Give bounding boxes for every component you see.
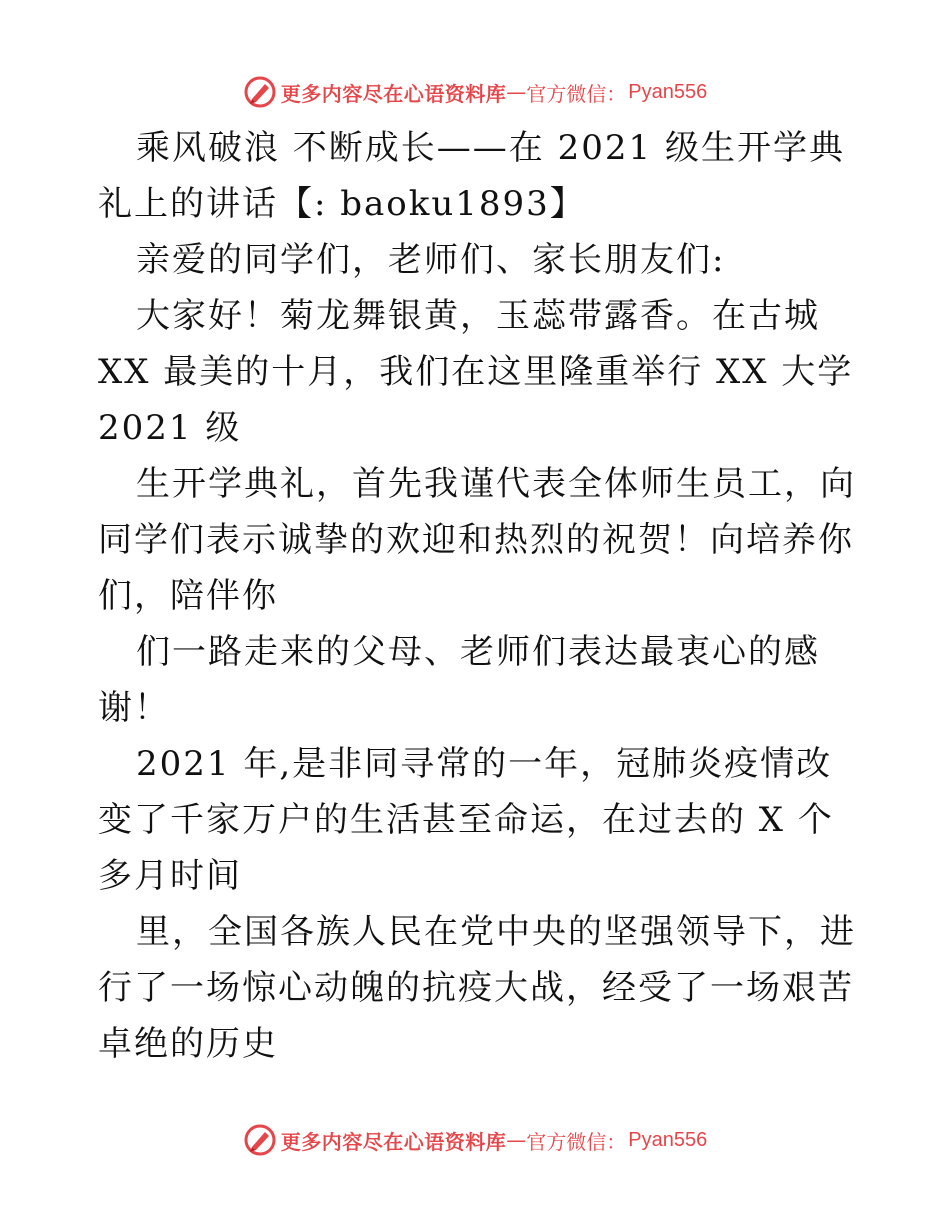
watermark-wechat-id: Pyan556 (628, 1128, 708, 1151)
document-title: 乘风破浪 不断成长——在 2021 级生开学典礼上的讲话【: baoku1893】 (98, 128, 845, 224)
salutation: 亲爱的同学们，老师们、家长朋友们: (136, 240, 726, 280)
footer-watermark (0, 1120, 950, 1160)
paragraph-4: 2021 年,是非同寻常的一年，冠肺炎疫情改变了千家万户的生活甚至命运，在过去的 X 个多月时间 (98, 744, 834, 896)
watermark-wechat-label: 官方微信： (526, 1129, 627, 1154)
watermark-separator: — (506, 80, 527, 104)
header-watermark (0, 72, 950, 112)
paragraph-5: 里，全国各族人民在党中央的坚强领导下，进行了一场惊心动魄的抗疫大战，经受了一场艰苦卓绝的历史 (98, 912, 856, 1064)
pen-logo-icon (243, 1123, 277, 1157)
paragraph-2: 生开学典礼，首先我谨代表全体师生员工，向同学们表示诚挚的欢迎和热烈的祝贺！向培养你们，陪伴你 (98, 464, 856, 616)
paragraph-1: 大家好！菊龙舞银黄，玉蕊带露香。在古城 XX 最美的十月，我们在这里隆重举行 XX 大学 2021 级 (98, 296, 854, 448)
document-body (98, 120, 858, 1072)
watermark-main-text: 更多内容尽在心语资料库 (280, 81, 507, 106)
watermark-separator: — (506, 1128, 527, 1152)
paragraph-3: 们一路走来的父母、老师们表达最衷心的感谢！ (98, 632, 820, 728)
watermark-wechat-id: Pyan556 (628, 80, 708, 103)
pen-logo-icon (243, 75, 277, 109)
watermark-main-text: 更多内容尽在心语资料库 (280, 1129, 507, 1154)
watermark-wechat-label: 官方微信： (526, 81, 627, 106)
